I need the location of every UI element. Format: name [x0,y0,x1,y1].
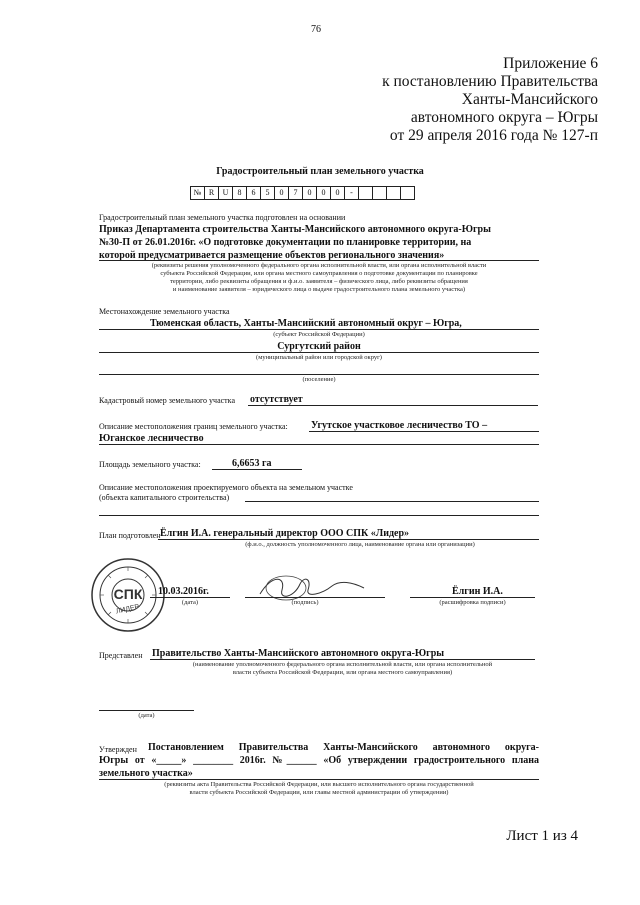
reg-cell: № [190,186,204,200]
basis-note-2: субъекта Российской Федерации, или органа местного самоуправления о подготовке документации по планировке [160,270,478,277]
reg-cell: 0 [274,186,288,200]
stamp-seal-icon [90,557,166,633]
district-note: (муниципальный район или городской округ) [256,354,382,361]
reg-cell [400,186,415,200]
appendix-line-4: автономного округа – Югры [410,109,598,126]
basis-line-2: №30-П от 26.01.2016г. «О подготовке документации по планировке территории, на [99,237,472,248]
submitted-note [150,661,535,677]
page-number: 76 [311,24,321,35]
registration-number-grid [190,186,415,200]
reg-cell [358,186,372,200]
appendix-line-3: Ханты-Мансийского [461,91,598,108]
boundaries-label: Описание местоположения границ земельного участка: [99,422,288,431]
signature-note: (подпись) [291,599,319,606]
object-label-1: Описание местоположения проектируемого объекта на земельном участке [99,483,353,492]
basis-line-3: которой предусматривается размещение объектов регионального значения» [99,250,445,261]
basis-note-1: (реквизиты решения уполномоченного федерального органа исполнительной власти, или органа исполнительной власти [151,262,487,269]
region-note: (субъект Российской Федерации) [273,331,365,338]
sheet-number: Лист 1 из 4 [506,828,578,844]
settlement-note: (поселение) [302,376,336,383]
prepared-name: Ёлгин И.А. [452,586,503,597]
approved-note [99,781,539,797]
reg-cell: 0 [316,186,330,200]
basis-line-1: Приказ Департамента строительства Ханты-Мансийского автономного округа-Югры [99,224,491,235]
area-value: 6,6653 га [232,458,272,469]
appendix-line-1: Приложение 6 [503,55,598,72]
reg-cell [386,186,400,200]
approved-label: Утвержден [99,745,137,754]
prepared-note: (ф.и.о., должность уполномоченного лица, наименование органа или организации) [245,541,475,548]
date-note: (дата) [181,599,199,606]
prepared-value: Ёлгин И.А. генеральный директор ООО СПК «Лидер» [160,528,410,539]
prepared-date: 10.03.2016г. [158,586,209,597]
submitted-note-1: (наименование уполномоченного федерального органа исполнительной власти, или органа исполнительной [192,661,493,668]
cadastral-value: отсутствует [250,394,303,405]
reg-cell: - [344,186,358,200]
basis-intro: Градостроительный план земельного участка подготовлен на основании [99,213,346,222]
approved-line-1: Постановлением Правительства Ханты-Мансийского автономного округа- [148,742,539,753]
basis-note [99,262,539,294]
reg-cell: 0 [302,186,316,200]
reg-cell: U [218,186,232,200]
name-note: (расшифровка подписи) [439,599,506,606]
location-region: Тюменская область, Ханты-Мансийский автономный округ – Югра, [150,318,462,329]
reg-cell: R [204,186,218,200]
prepared-label: План подготовлен [99,531,161,540]
appendix-header [382,55,598,145]
object-label-2: (объекта капитального строительства) [99,493,230,502]
basis-note-3: территории, либо реквизиты обращения и ф.и.о. заявителя – физического лица, либо реквизиты обращения [170,278,468,285]
approved-line-2: Югры от «_____» ________ 2016г. №______ «Об утверждении градостроительного плана [99,755,539,766]
location-district: Сургутский район [277,341,361,352]
submitted-date-note: (дата) [138,712,155,719]
boundaries-value-1: Угутское участковое лесничество ТО – [311,420,488,431]
reg-cell: 8 [232,186,246,200]
area-label: Площадь земельного участка: [99,460,201,469]
reg-cell: 0 [330,186,344,200]
location-label: Местонахождение земельного участка [99,307,230,316]
approved-note-1: (реквизиты акта Правительства Российской Федерации, или высшего исполнительного органа государственной [164,781,474,788]
document-title: Градостроительный план земельного участка [216,166,424,177]
appendix-line-5: от 29 апреля 2016 года № 127-п [389,127,598,144]
submitted-label: Представлен [99,651,143,660]
reg-cell [372,186,386,200]
submitted-value: Правительство Ханты-Мансийского автономного округа-Югры [152,648,445,659]
reg-cell: 7 [288,186,302,200]
svg-text:СПК: СПК [113,586,143,602]
basis-note-4: и наименование заявителя – юридического лица о выдаче градостроительного плана земельного участка) [172,286,466,293]
svg-text:ЛИДЕР: ЛИДЕР [115,603,141,616]
cadastral-label: Кадастровый номер земельного участка [99,396,235,405]
reg-cell: 6 [246,186,260,200]
approved-line-3: земельного участка» [99,768,193,779]
submitted-note-2: власти субъекта Российской Федерации, или органа местного самоуправления) [232,669,453,676]
reg-cell: 5 [260,186,274,200]
boundaries-value-2: Юганское лесничество [99,433,204,444]
appendix-line-2: к постановлению Правительства [382,73,598,90]
approved-note-2: власти субъекта Российской Федерации, или главы местной администрации об утверждении) [189,789,449,796]
